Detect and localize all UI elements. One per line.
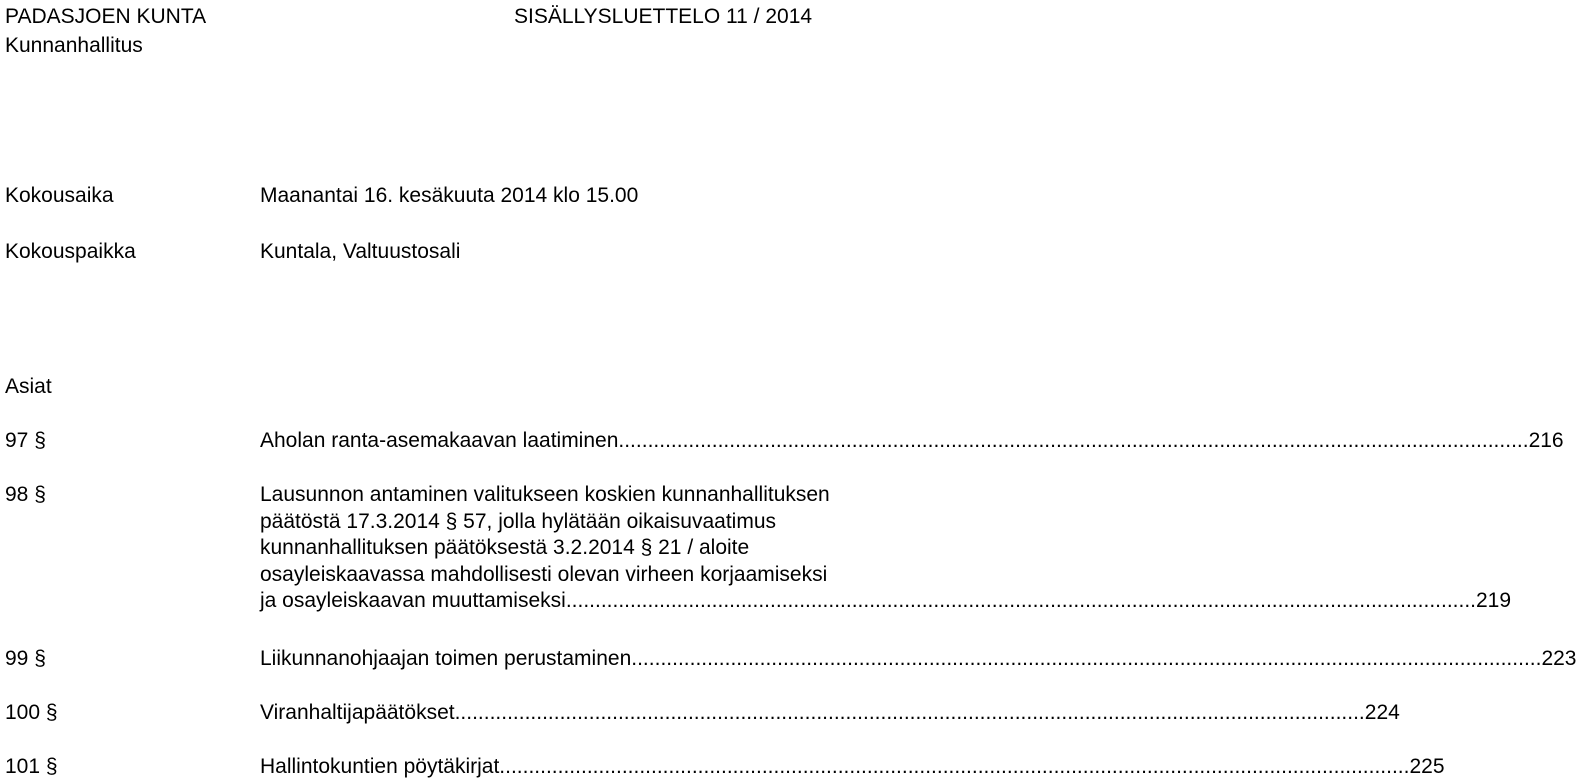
meeting-place-label: Kokouspaikka [5, 240, 136, 263]
item-number: 100 § [5, 701, 58, 724]
item-title-text: ja osayleiskaavan muuttamiseksi [260, 589, 566, 612]
dot-leader: ............................................................................................................................................................ [631, 647, 1542, 670]
dot-leader: ............................................................................................................................................................ [499, 755, 1410, 778]
item-title-text: Viranhaltijapäätökset [260, 701, 455, 724]
item-number: 98 § [5, 483, 46, 506]
dot-leader: ............................................................................................................................................................ [454, 701, 1365, 724]
item-number: 99 § [5, 647, 46, 670]
item-page: 219 [1476, 589, 1512, 612]
items-heading: Asiat [5, 375, 52, 398]
meeting-time-value: Maanantai 16. kesäkuuta 2014 klo 15.00 [260, 184, 639, 207]
item-title [260, 428, 1564, 455]
dot-leader: ............................................................................................................................................................ [618, 429, 1529, 452]
meeting-time-label: Kokousaika [5, 184, 114, 207]
item-title [260, 754, 1445, 781]
item-title [260, 700, 1400, 727]
item-title-text: Liikunnanohjaajan toimen perustaminen [260, 647, 632, 670]
toc-title: SISÄLLYSLUETTELO 11 / 2014 [514, 5, 813, 28]
item-title-line: osayleiskaavassa mahdollisesti olevan virheen korjaamiseksi [260, 562, 828, 586]
body-name: Kunnanhallitus [5, 34, 143, 57]
dot-leader: ............................................................................................................................................................ [565, 589, 1476, 612]
item-page: 224 [1364, 701, 1400, 724]
item-title-text: Hallintokuntien pöytäkirjat [260, 755, 500, 778]
item-title [260, 482, 1512, 615]
item-title [260, 646, 1577, 673]
item-number: 97 § [5, 429, 46, 452]
item-page: 225 [1409, 755, 1445, 778]
item-title-line: päätöstä 17.3.2014 § 57, jolla hylätään oikaisuvaatimus [260, 509, 777, 533]
meeting-place-value: Kuntala, Valtuustosali [260, 240, 461, 263]
item-page: 223 [1541, 647, 1577, 670]
item-number: 101 § [5, 755, 58, 778]
item-page: 216 [1528, 429, 1564, 452]
municipality-name: PADASJOEN KUNTA [5, 5, 207, 28]
item-title-line: Lausunnon antaminen valitukseen koskien kunnanhallituksen [260, 483, 830, 506]
item-title-text: Aholan ranta-asemakaavan laatiminen [260, 429, 619, 452]
item-title-line: kunnanhallituksen päätöksestä 3.2.2014 § 21 / aloite [260, 536, 750, 559]
